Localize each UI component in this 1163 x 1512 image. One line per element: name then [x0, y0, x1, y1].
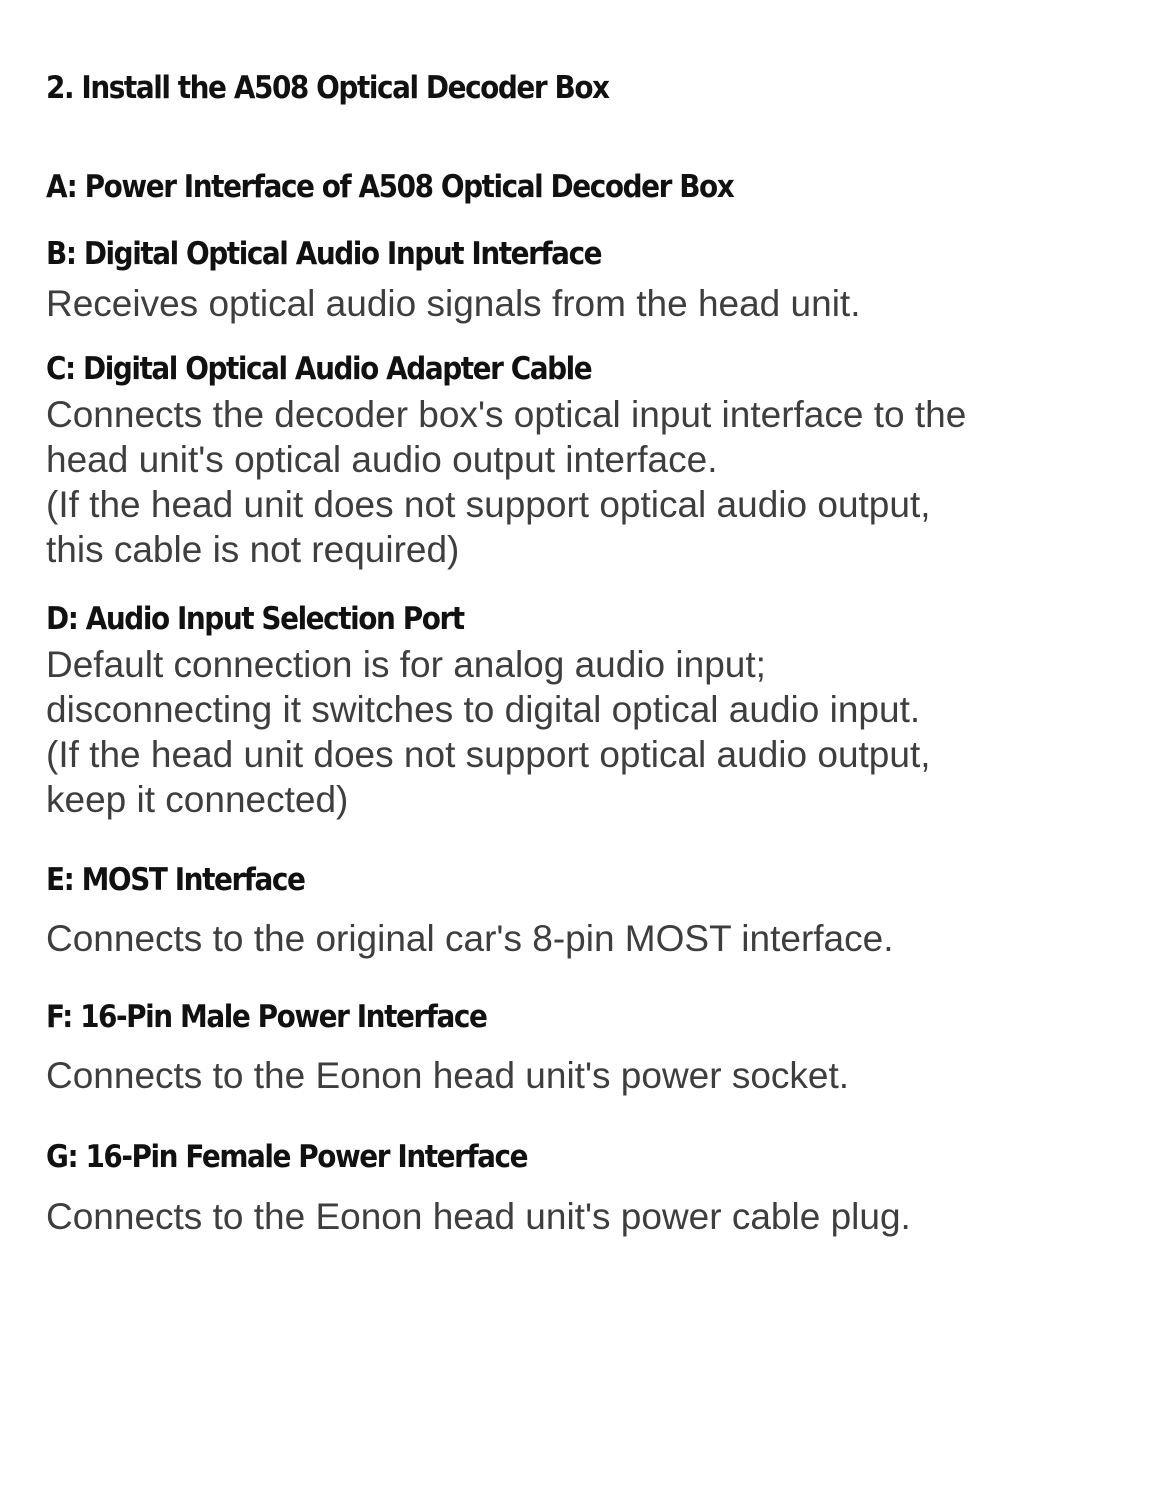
section-c-heading: C: Digital Optical Audio Adapter Cable — [46, 351, 592, 387]
section-b-heading: B: Digital Optical Audio Input Interface — [46, 236, 602, 272]
page-title: 2. Install the A508 Optical Decoder Box — [46, 70, 609, 106]
section-f-text-line: Connects to the Eonon head unit's power socket. — [46, 1055, 850, 1096]
section-g-text-line: Connects to the Eonon head unit's power cable plug. — [46, 1196, 911, 1237]
section-c-text-line: head unit's optical audio output interface. — [46, 439, 718, 480]
section-c-text-line: Connects the decoder box's optical input interface to the — [46, 394, 967, 435]
section-e-heading: E: MOST Interface — [46, 862, 305, 898]
section-d-text-line: keep it connected) — [46, 779, 349, 820]
section-e-text-line: Connects to the original car's 8-pin MOST interface. — [46, 918, 894, 959]
section-c-text-line: this cable is not required) — [46, 529, 460, 570]
section-d-text-line: Default connection is for analog audio input; — [46, 644, 766, 685]
section-d-text-line: disconnecting it switches to digital optical audio input. — [46, 689, 921, 730]
section-c-text-line: (If the head unit does not support optical audio output, — [46, 484, 931, 525]
section-a-heading: A: Power Interface of A508 Optical Decoder Box — [46, 169, 734, 205]
section-d-heading: D: Audio Input Selection Port — [46, 601, 464, 637]
section-b-text-line: Receives optical audio signals from the head unit. — [46, 283, 861, 324]
section-d-text-line: (If the head unit does not support optical audio output, — [46, 734, 931, 775]
section-f-heading: F: 16-Pin Male Power Interface — [46, 999, 487, 1035]
section-g-heading: G: 16-Pin Female Power Interface — [46, 1139, 528, 1175]
